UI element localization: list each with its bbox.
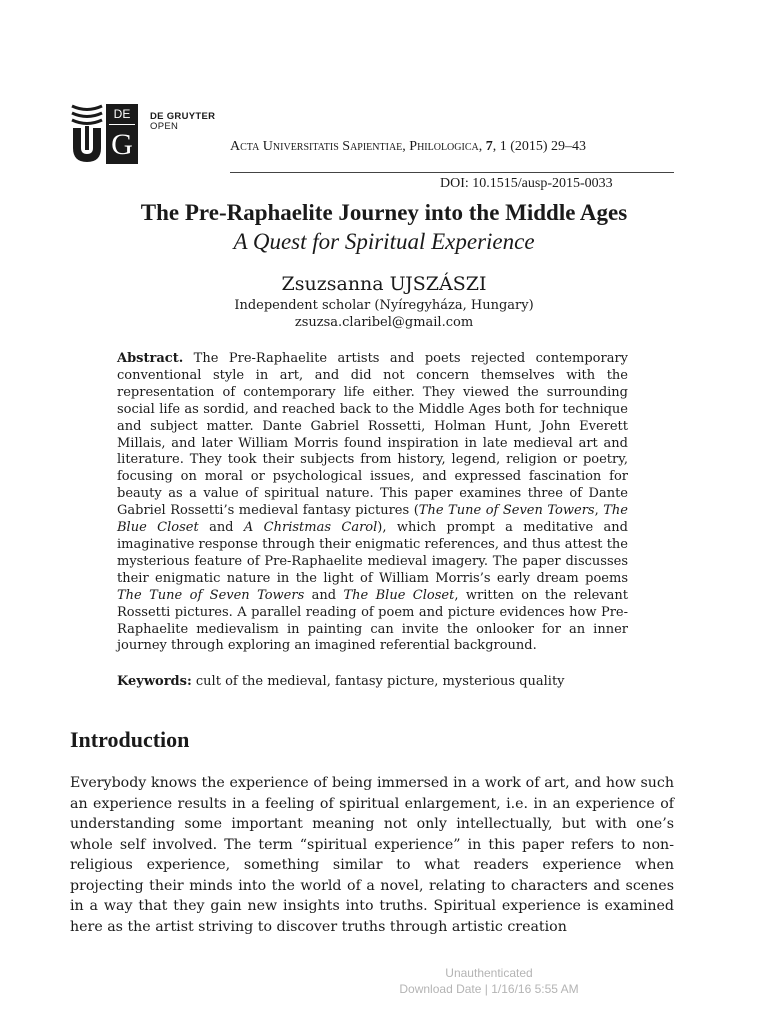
doi: DOI: 10.1515/ausp-2015-0033 bbox=[440, 176, 613, 191]
journal-series: Acta Universitatis Sapientiae, Philologica, bbox=[230, 139, 483, 154]
abstract-work-title: The Blue Closet bbox=[117, 503, 629, 536]
abstract-separator: and bbox=[198, 520, 244, 536]
introduction-body: Everybody knows the experience of being immersed in a work of art, and how such an experience results in a feeling of spiritual enlargement, i.e. in an experience of understanding some important meaning not only intellectually, but with one’s whole self involved. The term “spiritual experience” in this paper refers to non-religious experience, something similar to what readers experience when projecting their minds into the world of a novel, relating to characters and scenes in a way that they gain new insights into truths. Spiritual experience is examined here as the artist striving to discover truths through artistic creation bbox=[70, 775, 674, 935]
abstract-text: , written on the relevant Rossetti pictures. A parallel reading of poem and picture evidences how Pre-Raphaelite medievalism in painting can invite the onlooker for an inner journey through exploring an imagined referential background. bbox=[117, 587, 628, 654]
journal-volume: 7 bbox=[485, 139, 493, 154]
abstract bbox=[117, 351, 628, 655]
abstract-work-title: The Tune of Seven Towers bbox=[117, 587, 305, 603]
journal-citation bbox=[230, 139, 586, 155]
abstract-separator: and bbox=[304, 587, 344, 603]
keywords-text: cult of the medieval, fantasy picture, mysterious quality bbox=[191, 674, 565, 689]
abstract-separator: , bbox=[594, 503, 604, 519]
abstract-work-title: A Christmas Carol bbox=[243, 520, 378, 536]
publisher-name: DE GRUYTER bbox=[150, 111, 216, 122]
journal-issue-pages: , 1 (2015) 29–43 bbox=[492, 139, 587, 154]
abstract-work-title: The Blue Closet bbox=[343, 587, 455, 603]
abstract-label: Abstract. bbox=[117, 351, 184, 366]
de-gruyter-logo-icon bbox=[70, 104, 104, 164]
watermark-download-date: Download Date | 1/16/16 5:55 AM bbox=[399, 982, 579, 996]
abstract-text: The Pre-Raphaelite artists and poets rejected contemporary conventional style in art, and did not concern themselves with the representation of contemporary life either. They viewed the surrounding social life as sordid, and reached back to the Middle Ages both for technique and subject matter. Dante Gabriel Rossetti, Holman Hunt, John Everett Millais, and later William Morris found inspiration in late medieval art and literature. They took their subjects from history, legend, religion or poetry, focusing on moral or psychological issues, and expressed fascination for beauty as a value of spiritual nature. This paper examines three of Dante Gabriel Rossetti’s medieval fantasy pictures ( bbox=[117, 351, 628, 519]
author-name: Zsuzsanna UJSZÁSZI bbox=[281, 273, 487, 295]
logo-letter: G bbox=[111, 128, 133, 161]
abstract-text: ), which prompt a meditative and imaginative response through their enigmatic references, and thus attest the mysterious feature of Pre-Raphaelite medieval imagery. The paper discusses their enigmatic nature in the light of William Morris’s early dream poems bbox=[117, 520, 628, 586]
logo-rule bbox=[109, 124, 135, 125]
article-subtitle: A Quest for Spiritual Experience bbox=[233, 229, 535, 254]
keywords-label: Keywords: bbox=[117, 674, 192, 689]
header-rule bbox=[230, 172, 674, 173]
de-gruyter-logo-box bbox=[106, 104, 138, 164]
author-email: zsuzsa.claribel@gmail.com bbox=[294, 315, 474, 330]
publisher-sub: OPEN bbox=[150, 121, 179, 132]
logo-mark-text: DE bbox=[113, 107, 131, 121]
article-title: The Pre-Raphaelite Journey into the Middle Ages bbox=[140, 200, 628, 225]
keywords bbox=[117, 673, 637, 690]
section-heading-introduction: Introduction bbox=[70, 727, 190, 752]
abstract-work-title: The Tune of Seven Towers bbox=[418, 503, 595, 519]
author-affiliation: Independent scholar (Nyíregyháza, Hungary) bbox=[234, 298, 534, 313]
watermark-unauthenticated: Unauthenticated bbox=[445, 966, 533, 980]
